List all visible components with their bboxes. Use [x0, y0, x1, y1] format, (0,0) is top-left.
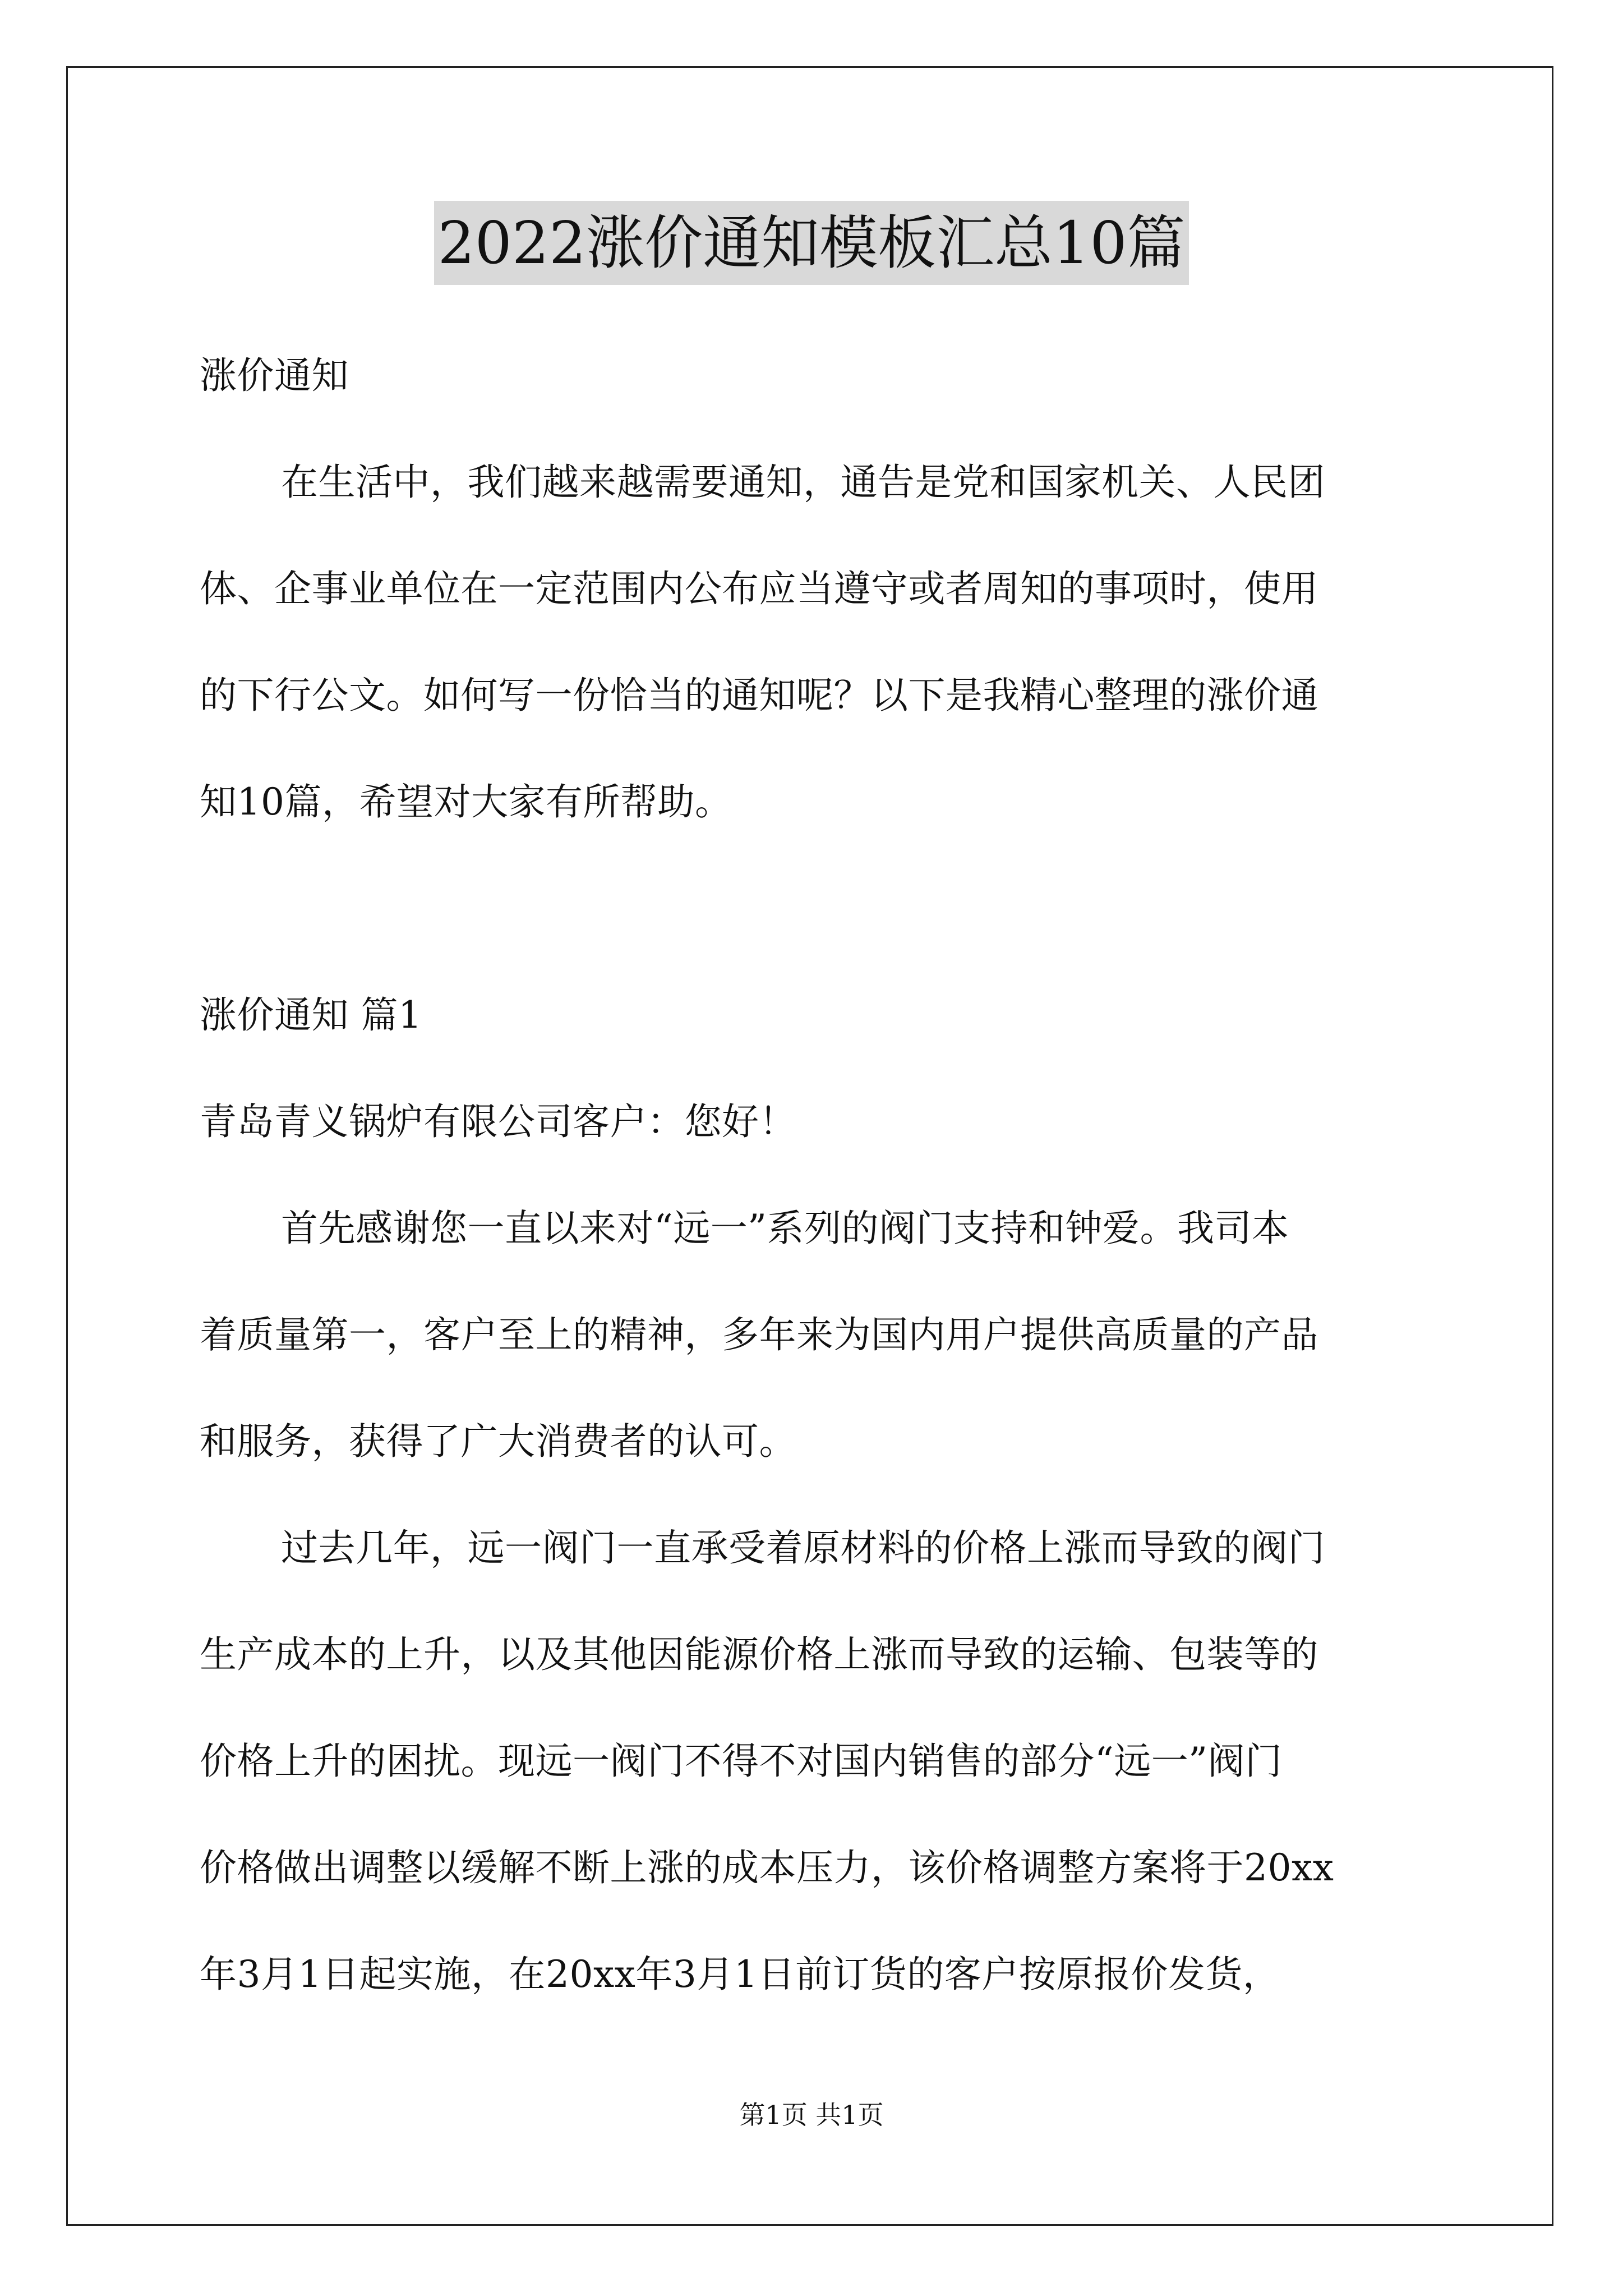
paragraph-line: 着质量第一，客户至上的精神，多年来为国内用户提供高质量的产品	[200, 1313, 1318, 1356]
title-container	[0, 201, 1623, 285]
page-footer: 第1页 共1页	[739, 2100, 884, 2130]
document-body	[200, 323, 1428, 2028]
paragraph-line: 过去几年，远一阀门一直承受着原材料的价格上涨而导致的阀门	[281, 1526, 1325, 1570]
salutation-line: 青岛青义锅炉有限公司客户：您好！	[200, 1100, 796, 1143]
paragraph-line: 价格上升的困扰。现远一阀门不得不对国内销售的部分“远一”阀门	[200, 1740, 1283, 1783]
paragraph-line: 首先感谢您一直以来对“远一”系列的阀门支持和钟爱。我司本	[281, 1207, 1289, 1250]
section-heading: 涨价通知 篇1	[200, 993, 422, 1037]
blank-line	[200, 855, 1428, 962]
paragraph-line: 在生活中，我们越来越需要通知，通告是党和国家机关、人民团	[281, 461, 1325, 504]
section-heading: 涨价通知	[200, 354, 349, 397]
paragraph-line: 知10篇，希望对大家有所帮助。	[200, 780, 732, 823]
paragraph-line: 生产成本的上升，以及其他因能源价格上涨而导致的运输、包装等的	[200, 1633, 1318, 1676]
paragraph-line: 的下行公文。如何写一份恰当的通知呢？以下是我精心整理的涨价通	[200, 674, 1318, 717]
paragraph-line: 年3月1日起实施，在20xx年3月1日前订货的客户按原报价发货，	[200, 1953, 1280, 1996]
paragraph-line: 和服务，获得了广大消费者的认可。	[200, 1420, 796, 1463]
paragraph-line: 价格做出调整以缓解不断上涨的成本压力，该价格调整方案将于20xx	[200, 1846, 1334, 1889]
document-title: 2022涨价通知模板汇总10篇	[434, 201, 1188, 285]
paragraph-line: 体、企事业单位在一定范围内公布应当遵守或者周知的事项时，使用	[200, 567, 1318, 610]
